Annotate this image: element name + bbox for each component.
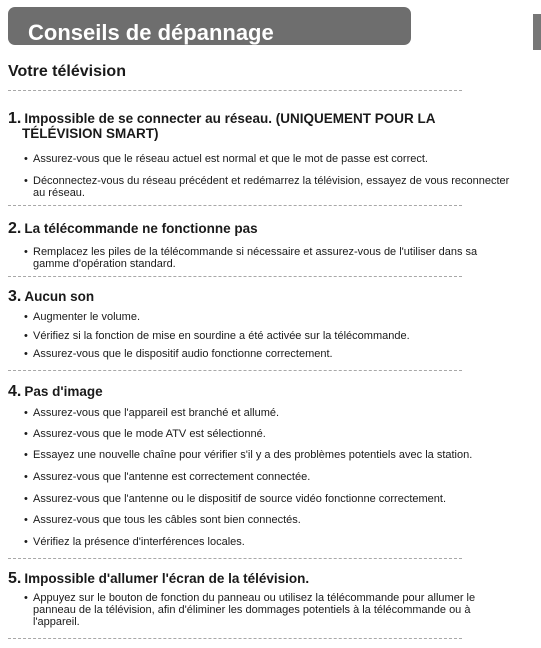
list-item-text: Assurez-vous que le réseau actuel est normal et que le mot de passe est correct. — [33, 153, 428, 165]
item-number: 1. — [8, 110, 22, 127]
item-title-text-continued: TÉLÉVISION SMART) — [22, 126, 159, 141]
bullet-icon: • — [24, 493, 28, 505]
list-item — [24, 514, 513, 526]
page-title: Conseils de dépannage — [28, 20, 274, 45]
item-2-title — [8, 221, 518, 236]
list-item-text: Assurez-vous que l'antenne est correctement connectée. — [33, 471, 311, 483]
list-item-text: Assurez-vous que le dispositif audio fonctionne correctement. — [33, 348, 333, 360]
list-item — [24, 330, 513, 342]
list-item-text: Appuyez sur le bouton de fonction du panneau ou utilisez la télécommande pour allumer le panneau de la télévision, afin d'éliminer les dommages potentiels à la télécommande ou à l'appareil. — [33, 592, 476, 628]
list-item — [24, 428, 513, 440]
list-item-text: Remplacez les piles de la télécommande si nécessaire et assurez-vous de l'utiliser dans sa gamme d'opération standard. — [33, 246, 478, 270]
bullet-icon: • — [24, 449, 28, 461]
list-item — [24, 175, 513, 199]
item-title-text: Impossible de se connecter au réseau. (UNIQUEMENT POUR LA — [24, 111, 436, 126]
list-item — [24, 407, 513, 419]
item-number: 3. — [8, 288, 22, 305]
bullet-icon: • — [24, 514, 28, 526]
divider — [8, 90, 462, 91]
divider — [8, 370, 462, 371]
list-item — [24, 246, 513, 270]
divider — [8, 638, 462, 639]
item-number: 5. — [8, 570, 22, 587]
divider — [8, 558, 462, 559]
bullet-icon: • — [24, 330, 28, 342]
list-item — [24, 348, 513, 360]
item-1-title — [8, 111, 518, 141]
bullet-icon: • — [24, 471, 28, 483]
list-item-text: Assurez-vous que tous les câbles sont bien connectés. — [33, 514, 301, 526]
item-4-title — [8, 384, 518, 399]
item-number: 4. — [8, 383, 22, 400]
list-item — [24, 493, 513, 505]
list-item-text: Assurez-vous que l'appareil est branché et allumé. — [33, 407, 280, 419]
divider — [8, 276, 462, 277]
bullet-icon: • — [24, 536, 28, 548]
bullet-icon: • — [24, 407, 28, 419]
item-5-title — [8, 571, 518, 586]
divider — [8, 205, 462, 206]
page-header-bar — [8, 7, 411, 45]
bullet-icon: • — [24, 311, 28, 323]
list-item — [24, 153, 513, 165]
list-item — [24, 471, 513, 483]
bullet-icon: • — [24, 175, 28, 187]
list-item-text: Vérifiez si la fonction de mise en sourdine a été activée sur la télécommande. — [33, 330, 410, 342]
bullet-icon: • — [24, 246, 28, 258]
list-item — [24, 311, 513, 323]
list-item-text: Déconnectez-vous du réseau précédent et redémarrez la télévision, essayez de vous reconnecter au réseau. — [33, 175, 510, 199]
bullet-icon: • — [24, 428, 28, 440]
item-number: 2. — [8, 220, 22, 237]
list-item — [24, 449, 513, 461]
list-item-text: Augmenter le volume. — [33, 311, 140, 323]
list-item-text: Assurez-vous que l'antenne ou le dispositif de source vidéo fonctionne correctement. — [33, 493, 447, 505]
bullet-icon: • — [24, 348, 28, 360]
bullet-icon: • — [24, 592, 28, 604]
edge-tab — [533, 14, 541, 50]
item-3-title — [8, 289, 518, 304]
item-title-text: Aucun son — [24, 289, 95, 304]
bullet-icon: • — [24, 153, 28, 165]
item-title-text: Impossible d'allumer l'écran de la télévision. — [24, 571, 310, 586]
list-item — [24, 592, 513, 628]
list-item — [24, 536, 513, 548]
list-item-text: Vérifiez la présence d'interférences locales. — [33, 536, 245, 548]
item-title-text: Pas d'image — [24, 384, 103, 399]
section-title: Votre télévision — [8, 63, 126, 80]
list-item-text: Essayez une nouvelle chaîne pour vérifier s'il y a des problèmes potentiels avec la station. — [33, 449, 473, 461]
item-title-text: La télécommande ne fonctionne pas — [24, 221, 258, 236]
list-item-text: Assurez-vous que le mode ATV est sélectionné. — [33, 428, 266, 440]
